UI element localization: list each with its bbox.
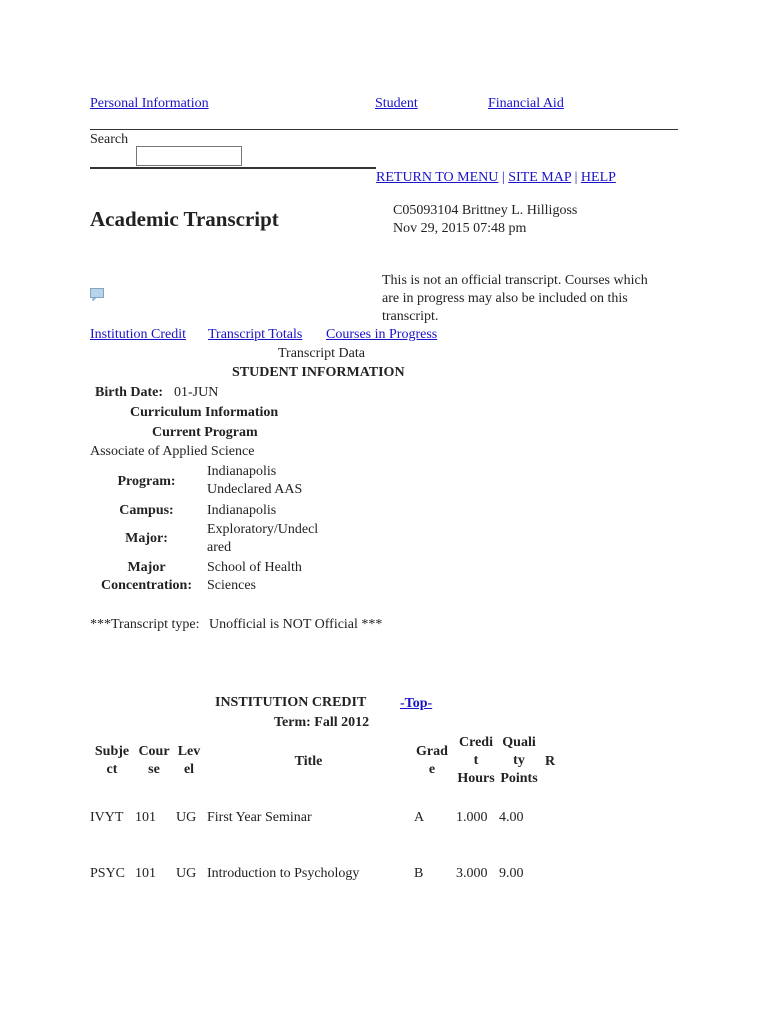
curriculum-heading: Curriculum Information <box>130 405 279 420</box>
courses-in-progress-link[interactable]: Courses in Progress <box>326 327 438 342</box>
col-quality-line-2: ty <box>513 753 525 768</box>
col-credit-line-1: Credi <box>459 735 493 750</box>
degree-value: Associate of Applied Science <box>90 444 255 459</box>
program-line-2: Undeclared AAS <box>207 482 303 497</box>
col-grade-header <box>411 743 453 779</box>
student-info-heading: STUDENT INFORMATION <box>232 365 405 380</box>
row-1-credit: 1.000 <box>456 810 488 825</box>
transcript-totals-link[interactable]: Transcript Totals <box>208 327 303 342</box>
col-title-header: Title <box>294 754 323 769</box>
menu-separator: | <box>574 170 578 185</box>
speech-bubble-icon <box>90 288 105 301</box>
col-course-header <box>136 743 172 779</box>
info-text <box>382 272 648 326</box>
concentration-label <box>90 559 203 595</box>
program-line-1: Indianapolis <box>207 464 277 479</box>
help-link[interactable]: HELP <box>580 170 616 185</box>
row-2-quality: 9.00 <box>499 866 524 881</box>
col-grade-line-2: e <box>428 762 436 777</box>
transcript-type-label: ***Transcript type: <box>90 617 200 632</box>
row-2-course: 101 <box>135 866 156 881</box>
term-heading: Term: Fall 2012 <box>274 715 370 730</box>
col-subject-line-1: Subje <box>94 744 130 759</box>
current-program-heading: Current Program <box>152 425 258 440</box>
concentration-line-2: Sciences <box>207 578 256 593</box>
timestamp: Nov 29, 2015 07:48 pm <box>393 221 527 236</box>
row-1-title: First Year Seminar <box>207 810 312 825</box>
row-1-course: 101 <box>135 810 156 825</box>
major-line-2: ared <box>207 540 232 555</box>
col-level-line-1: Lev <box>177 744 201 759</box>
row-2-grade: B <box>414 866 424 881</box>
institution-credit-heading: INSTITUTION CREDIT <box>215 695 367 710</box>
col-course-line-2: se <box>148 762 160 777</box>
transcript-type-value: Unofficial is NOT Official *** <box>209 617 383 632</box>
menu-links <box>376 170 616 186</box>
col-level-header <box>174 743 204 779</box>
col-subject-line-2: ct <box>106 762 118 777</box>
concentration-label-line-2: Concentration: <box>101 578 192 593</box>
row-1-grade: A <box>414 810 425 825</box>
info-line-1: This is not an official transcript. Courses which <box>382 273 648 288</box>
concentration-line-1: School of Health <box>207 560 302 575</box>
nav-divider <box>90 129 678 130</box>
user-info <box>393 202 577 238</box>
info-line-2: are in progress may also be included on this <box>382 291 628 306</box>
campus-value: Indianapolis <box>207 503 277 518</box>
row-2-subject: PSYC <box>90 866 126 881</box>
concentration-label-line-1: Major <box>127 560 166 575</box>
program-label: Program: <box>117 474 176 489</box>
page-title: Academic Transcript <box>90 207 279 231</box>
col-credit-line-2: t <box>473 753 479 768</box>
col-quality-line-1: Quali <box>502 735 536 750</box>
nav-personal-information[interactable]: Personal Information <box>90 96 209 111</box>
col-subject-header <box>90 743 134 779</box>
col-course-line-1: Cour <box>138 744 170 759</box>
birth-date-value: 01-JUN <box>174 385 219 400</box>
program-value <box>207 463 302 499</box>
col-quality-line-3: Points <box>500 771 538 786</box>
birth-date-label: Birth Date: <box>95 385 164 400</box>
major-value <box>207 521 318 557</box>
col-level-line-2: el <box>183 762 195 777</box>
major-line-1: Exploratory/Undecl <box>207 522 319 537</box>
top-link[interactable]: -Top- <box>400 696 433 711</box>
nav-financial-aid[interactable]: Financial Aid <box>488 96 564 111</box>
row-2-credit: 3.000 <box>456 866 488 881</box>
campus-label: Campus: <box>119 503 174 518</box>
col-r-header: R <box>544 754 556 769</box>
row-1-quality: 4.00 <box>499 810 524 825</box>
search-input[interactable] <box>136 146 242 166</box>
menu-separator: | <box>501 170 505 185</box>
info-line-3: transcript. <box>382 309 439 324</box>
row-2-level: UG <box>176 866 197 881</box>
col-credit-line-3: Hours <box>457 771 495 786</box>
transcript-data-caption: Transcript Data <box>278 346 365 361</box>
col-quality-header <box>497 734 541 788</box>
row-1-subject: IVYT <box>90 810 124 825</box>
col-grade-line-1: Grad <box>416 744 448 759</box>
search-divider <box>90 167 376 169</box>
site-map-link[interactable]: SITE MAP <box>508 170 572 185</box>
institution-credit-link[interactable]: Institution Credit <box>90 327 187 342</box>
return-to-menu-link[interactable]: RETURN TO MENU <box>376 170 499 185</box>
search-label: Search <box>90 132 129 147</box>
col-credit-header <box>454 734 498 788</box>
concentration-value <box>207 559 302 595</box>
row-2-title: Introduction to Psychology <box>207 866 360 881</box>
nav-student[interactable]: Student <box>375 96 418 111</box>
user-id-name: C05093104 Brittney L. Hilligoss <box>393 203 578 218</box>
major-label: Major: <box>125 531 168 546</box>
row-1-level: UG <box>176 810 197 825</box>
